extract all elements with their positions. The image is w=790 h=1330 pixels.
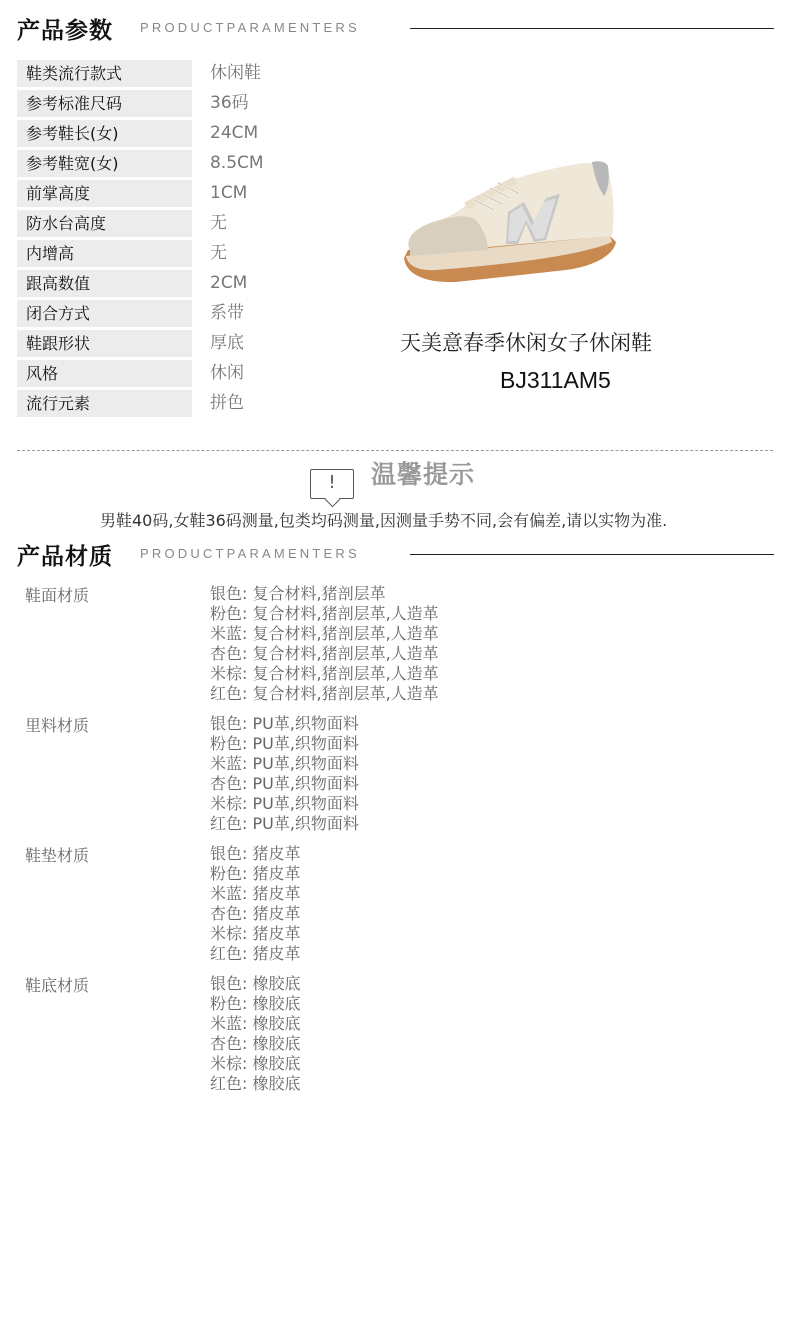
param-row: [17, 180, 397, 207]
section-title: 产品参数: [17, 18, 113, 44]
section-title: 产品材质: [17, 544, 113, 570]
material-line: 红色: 猪皮革: [210, 944, 301, 963]
material-line: 粉色: 复合材料,猪剖层革,人造革: [210, 604, 439, 623]
material-label: 鞋底材质: [25, 976, 90, 995]
param-key: 风格: [17, 360, 192, 387]
param-row: [17, 360, 397, 387]
param-row: [17, 60, 397, 87]
dashed-divider: [17, 450, 773, 451]
material-line: 米蓝: PU革,织物面料: [210, 754, 359, 773]
section-rule: [410, 554, 774, 555]
param-value: 拼色: [210, 393, 244, 413]
param-key: 前掌高度: [17, 180, 192, 207]
param-value: 1CM: [210, 183, 248, 203]
param-value: 24CM: [210, 123, 259, 143]
param-key: 参考标准尺码: [17, 90, 192, 117]
material-line: 米蓝: 猪皮革: [210, 884, 301, 903]
material-line: 杏色: 橡胶底: [210, 1034, 301, 1053]
material-line: 米蓝: 橡胶底: [210, 1014, 301, 1033]
param-row: [17, 300, 397, 327]
product-code: BJ311AM5: [500, 367, 611, 393]
material-label: 鞋垫材质: [25, 846, 90, 865]
sneaker-photo: [396, 150, 626, 295]
material-line: 粉色: PU革,织物面料: [210, 734, 359, 753]
param-key: 鞋跟形状: [17, 330, 192, 357]
param-row: [17, 210, 397, 237]
param-row: [17, 120, 397, 147]
material-line: 红色: 橡胶底: [210, 1074, 301, 1093]
param-key: 流行元素: [17, 390, 192, 417]
param-row: [17, 240, 397, 267]
param-row: [17, 330, 397, 357]
product-title: 天美意春季休闲女子休闲鞋: [400, 331, 652, 355]
material-line: 银色: 复合材料,猪剖层革: [210, 584, 386, 603]
material-line: 杏色: 复合材料,猪剖层革,人造革: [210, 644, 439, 663]
material-line: 米棕: 猪皮革: [210, 924, 301, 943]
material-line: 红色: PU革,织物面料: [210, 814, 359, 833]
param-row: [17, 150, 397, 177]
tip-title: 温馨提示: [371, 460, 476, 489]
section-subtitle: PRODUCTPARAMENTERS: [140, 546, 360, 561]
section-rule: [410, 28, 774, 29]
param-key: 防水台高度: [17, 210, 192, 237]
material-line: 米棕: 复合材料,猪剖层革,人造革: [210, 664, 439, 683]
param-key: 闭合方式: [17, 300, 192, 327]
exclamation-bubble-icon: !: [310, 469, 354, 499]
material-line: 银色: 橡胶底: [210, 974, 301, 993]
section-subtitle: PRODUCTPARAMENTERS: [140, 20, 360, 35]
param-value: 2CM: [210, 273, 248, 293]
material-line: 银色: 猪皮革: [210, 844, 301, 863]
material-line: 杏色: 猪皮革: [210, 904, 301, 923]
param-value: 系带: [210, 303, 244, 323]
param-key: 内增高: [17, 240, 192, 267]
param-row: [17, 270, 397, 297]
param-value: 休闲鞋: [210, 63, 261, 83]
material-lines: [210, 844, 300, 964]
material-line: 米棕: PU革,织物面料: [210, 794, 359, 813]
param-value: 36码: [210, 93, 249, 113]
param-value: 无: [210, 213, 227, 233]
material-line: 米棕: 橡胶底: [210, 1054, 301, 1073]
param-value: 无: [210, 243, 227, 263]
material-lines: [210, 584, 439, 704]
material-line: 粉色: 橡胶底: [210, 994, 301, 1013]
material-label: 里料材质: [25, 716, 90, 735]
param-key: 参考鞋宽(女): [17, 150, 192, 177]
material-line: 杏色: PU革,织物面料: [210, 774, 359, 793]
param-key: 参考鞋长(女): [17, 120, 192, 147]
material-label: 鞋面材质: [25, 586, 90, 605]
param-key: 鞋类流行款式: [17, 60, 192, 87]
material-line: 红色: 复合材料,猪剖层革,人造革: [210, 684, 439, 703]
material-lines: [210, 974, 300, 1094]
params-section-header: [0, 8, 790, 48]
param-value: 厚底: [210, 333, 244, 353]
param-row: [17, 390, 397, 417]
param-row: [17, 90, 397, 117]
material-lines: [210, 714, 359, 834]
tip-text: 男鞋40码,女鞋36码测量,包类均码测量,因测量手势不同,会有偏差,请以实物为准.: [100, 511, 668, 530]
material-line: 粉色: 猪皮革: [210, 864, 301, 883]
materials-section-header: [0, 534, 790, 574]
param-value: 8.5CM: [210, 153, 264, 173]
material-line: 银色: PU革,织物面料: [210, 714, 359, 733]
param-value: 休闲: [210, 363, 244, 383]
param-key: 跟高数值: [17, 270, 192, 297]
material-line: 米蓝: 复合材料,猪剖层革,人造革: [210, 624, 439, 643]
